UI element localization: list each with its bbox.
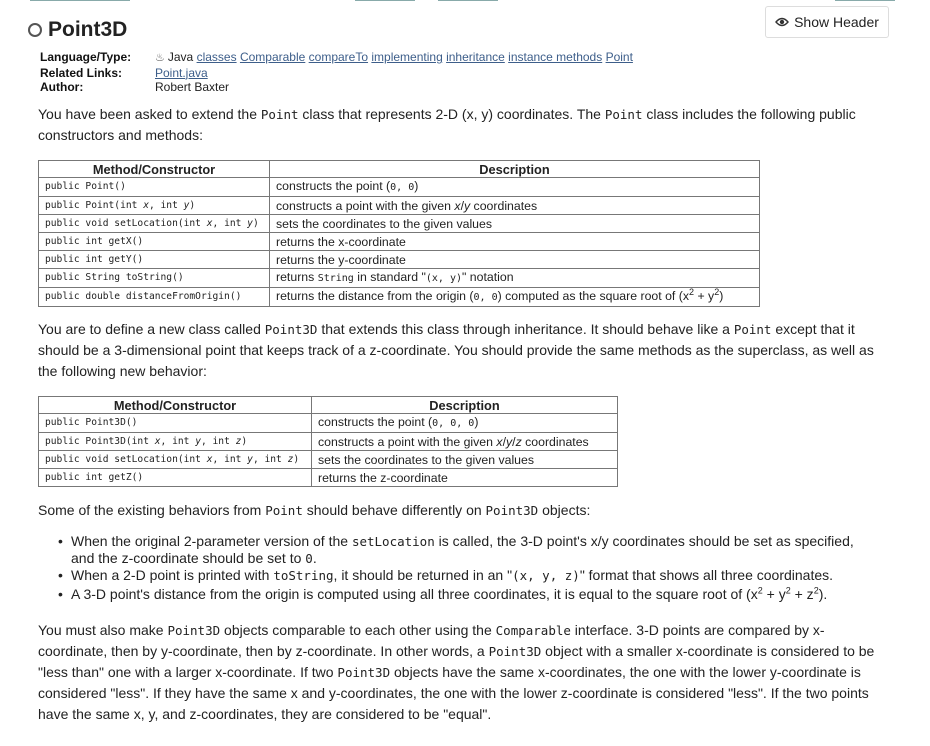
page-title: Point3D [48,18,128,41]
table-row: public int getY() returns the y-coordinate [39,251,760,269]
inheritance-paragraph: You are to define a new class called Point3D that extends this class through inheritance. It should behave like a Point except that it should be a 3-dimensional point that keeps track of a z-coordinate. You should provide the same methods as the superclass, as well as the following new behavior: [38,321,874,379]
tag-comparable[interactable]: Comparable [239,50,306,64]
comparable-paragraph: You must also make Point3D objects comparable to each other using the Comparable interface. 3-D points are compared by x-coordinate, then by y-coordinate, then by z-coordinate. In other words, a Point3D object with a smaller x-coordinate is considered to be "less than" one with a larger x-coordinate. If two Point3D objects have the same x-coordinates, the one with the lower y-coordinate is considered "less". If they have the same x and y-coordinates, the one with the lower z-coordinate is considered "less". If the two points have the same x, y, and z-coordinates, they are considered to be "equal". [38,622,875,722]
point-methods-table [38,160,760,307]
list-item: • When a 2-D point is printed with toString, it should be returned in an "(x, y, z)" format that shows all three coordinates. [57,567,877,584]
tag-implementing[interactable]: implementing [371,50,443,64]
tag-point[interactable]: Point [605,50,633,64]
table2-header-method: Method/Constructor [39,397,312,414]
behaviors-paragraph: Some of the existing behaviors from Point should behave differently on Point3D objects: [38,502,591,518]
author-value: Robert Baxter [155,80,230,94]
table-row: public void setLocation(int x, int y) sets the coordinates to the given values [39,215,760,233]
intro-paragraph: You have been asked to extend the Point class that represents 2-D (x, y) coordinates. The Point class includes the following public constructors and methods: [38,106,856,143]
related-link-point-java[interactable]: Point.java [155,65,208,80]
table-row: public double distanceFromOrigin() returns the distance from the origin (0, 0) computed as the square root of $(x^2 + y^2)$ [39,288,760,307]
table2-header-description: Description [312,397,618,414]
table-row: public int getX() returns the x-coordinate [39,233,760,251]
related-links-key: Related Links: [40,65,123,80]
table-row: public int getZ() returns the z-coordinate [39,469,618,487]
table1-header-method: Method/Constructor [39,161,270,178]
status-circle-icon [28,23,42,37]
list-item: • A 3-D point's distance from the origin is computed using all three coordinates, it is equal to the square root of $(x^2 + y^2 + z^2)$. [57,586,877,603]
language-key: Language/Type: [40,50,132,64]
show-header-label: Show Header [794,14,879,30]
problem-metadata [40,50,633,95]
table-row: public Point(int x, int y) constructs a point with the given x/y coordinates [39,197,760,215]
table-row: public void setLocation(int x, int y, int z) sets the coordinates to the given values [39,451,618,469]
top-nav-remnant [0,0,930,4]
author-key: Author: [40,80,84,94]
table1-header-description: Description [270,161,760,178]
tag-classes[interactable]: classes [196,50,237,64]
point3d-methods-table [38,396,618,487]
tag-instance-methods[interactable]: instance methods [508,50,603,64]
table-row: public Point3D() constructs the point (0, 0, 0) [39,414,618,433]
tag-inheritance[interactable]: inheritance [446,50,505,64]
list-item: • When the original 2-parameter version of the setLocation is called, the 3-D point's x/y coordinates should be set as specified, and the z-coordinate should be set to 0. [57,533,877,567]
table-row: public Point3D(int x, int y, int z) constructs a point with the given x/y/z coordinates [39,433,618,451]
java-icon: ♨ [155,52,165,64]
eye-icon [775,17,789,27]
show-header-button[interactable] [765,6,889,38]
table-row: public String toString() returns String in standard "(x, y)" notation [39,269,760,288]
problem-title-row [28,18,127,42]
language-value: Java [167,50,194,64]
behavior-list [57,533,877,603]
table-row: public Point() constructs the point (0, 0) [39,178,760,197]
tag-compareto[interactable]: compareTo [308,50,369,64]
